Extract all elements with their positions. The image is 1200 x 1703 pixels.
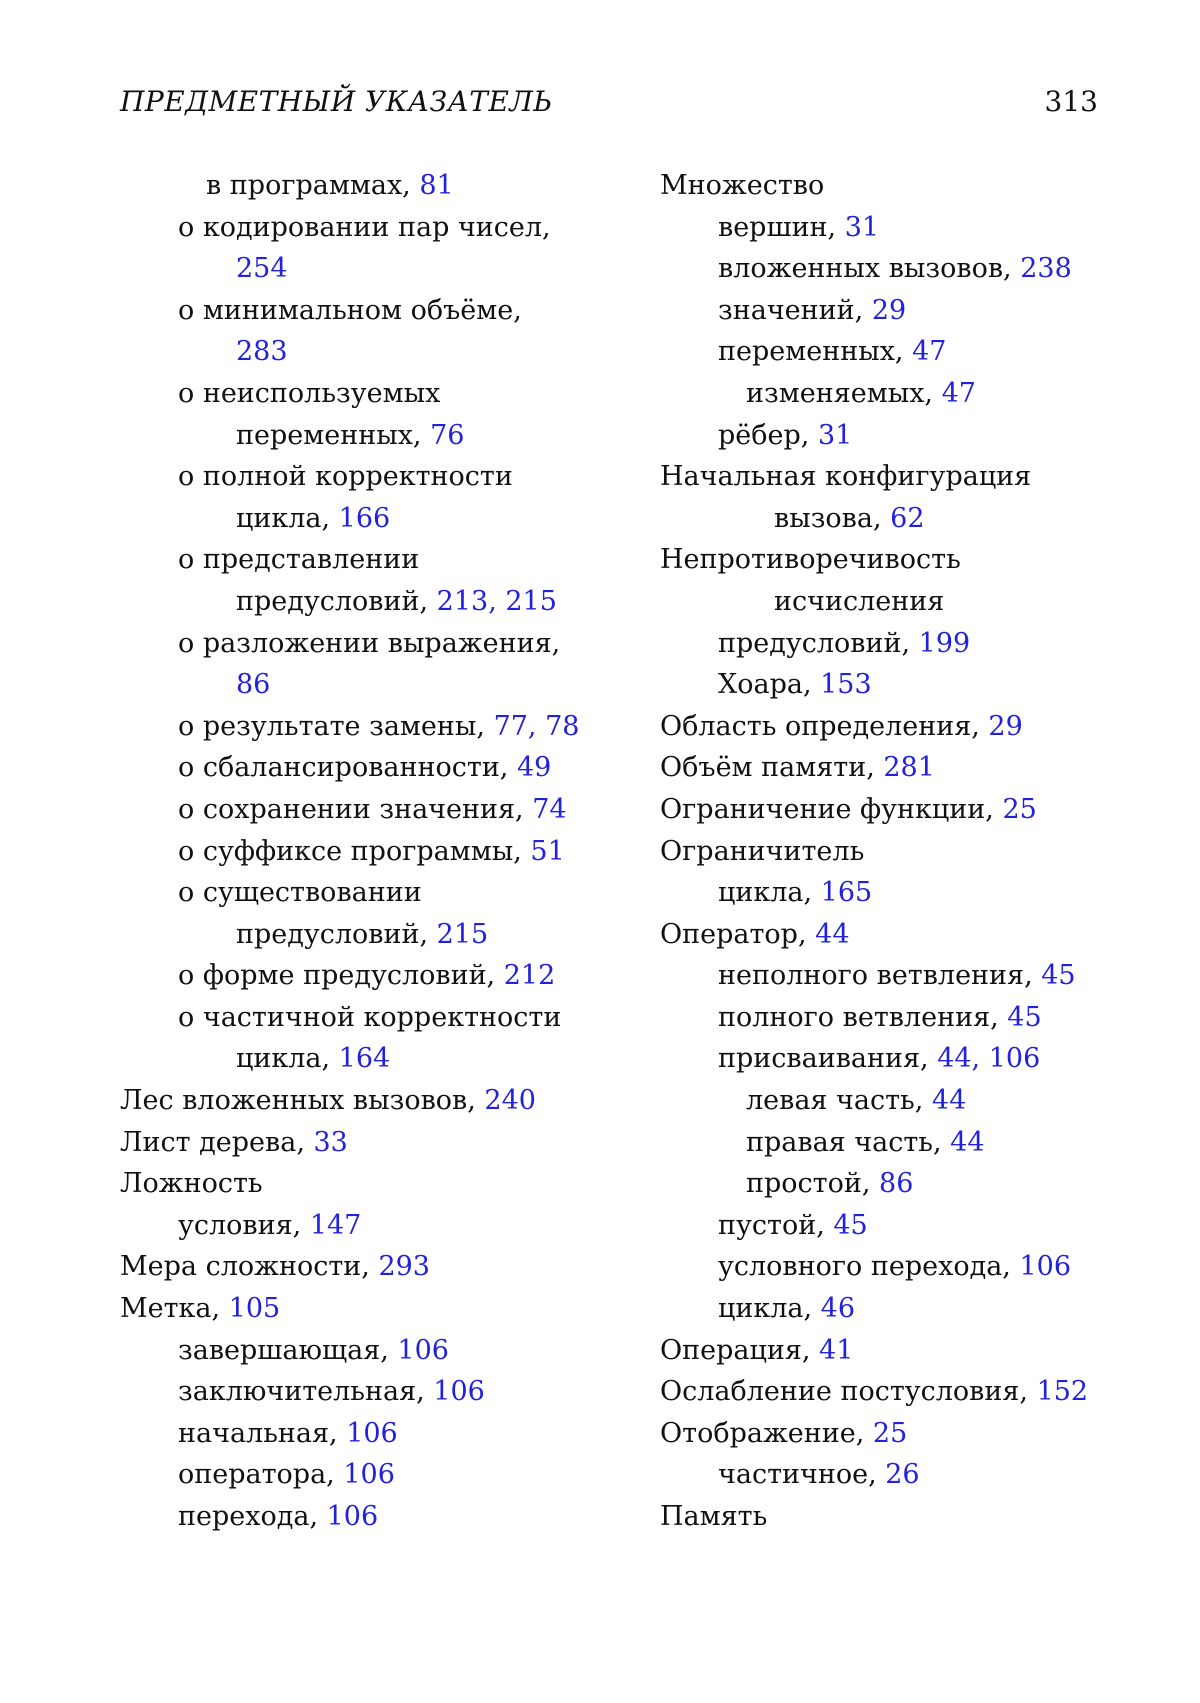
index-entry: [120, 706, 590, 748]
page-reference-link[interactable]: 215: [436, 918, 489, 950]
page-reference-link[interactable]: 86: [236, 669, 271, 701]
index-term: Метка,: [120, 1293, 229, 1325]
index-entry: [120, 581, 590, 623]
page-reference-link[interactable]: 31: [844, 211, 880, 243]
index-entry: [660, 456, 1120, 498]
page-reference-link[interactable]: 77, 78: [493, 710, 580, 742]
page-reference-link[interactable]: 76: [430, 419, 465, 451]
index-term: Операция,: [660, 1334, 820, 1366]
page-reference-link[interactable]: 45: [1007, 1001, 1042, 1033]
index-entry: [120, 207, 590, 249]
index-term: Множество: [660, 170, 825, 201]
index-entry: [660, 1038, 1120, 1080]
index-term: начальная,: [178, 1417, 347, 1449]
index-term: о результате замены,: [178, 710, 494, 742]
page-reference-link[interactable]: 238: [1020, 253, 1072, 285]
index-entry: [120, 747, 590, 789]
page-reference-link[interactable]: 213, 215: [436, 585, 557, 617]
page-reference-link[interactable]: 45: [833, 1209, 868, 1241]
index-term: левая часть,: [746, 1085, 932, 1117]
index-entry: [120, 539, 590, 581]
index-term: о суффиксе программы,: [178, 835, 531, 867]
index-entry: [660, 1496, 1120, 1538]
index-term: условного перехода,: [718, 1251, 1020, 1283]
index-entry: [660, 290, 1120, 332]
index-entry: [660, 248, 1120, 290]
page-reference-link[interactable]: 106: [346, 1417, 398, 1449]
page-reference-link[interactable]: 147: [309, 1209, 362, 1241]
index-entry: [120, 872, 590, 914]
index-entry: [120, 1122, 590, 1164]
index-term: условия,: [178, 1209, 310, 1241]
index-entry: [120, 165, 590, 207]
index-term: Хоара,: [718, 669, 821, 701]
index-entry: [660, 664, 1120, 706]
page-reference-link[interactable]: 86: [879, 1168, 914, 1200]
index-entry: [660, 1371, 1120, 1413]
index-term: вершин,: [718, 211, 845, 243]
page-reference-link[interactable]: 44, 106: [937, 1043, 1041, 1075]
index-term: цикла,: [718, 1293, 821, 1325]
index-entry: [660, 831, 1120, 873]
index-entry: [660, 872, 1120, 914]
page-number: 313: [1044, 85, 1098, 118]
index-entry: [120, 1371, 590, 1413]
running-header: [120, 80, 1098, 124]
index-entry: [660, 1122, 1120, 1164]
index-entry: [120, 1330, 590, 1372]
index-term: о представлении: [178, 544, 420, 576]
index-term: Объём памяти,: [660, 752, 884, 784]
page-reference-link[interactable]: 74: [532, 793, 567, 825]
index-term: присваивания,: [718, 1043, 938, 1075]
index-entry: [660, 165, 1120, 207]
index-entry: [120, 1163, 590, 1205]
page-reference-link[interactable]: 212: [503, 960, 556, 992]
page-reference-link[interactable]: 44: [931, 1085, 967, 1117]
index-term: исчисления: [774, 585, 945, 617]
index-term: неполного ветвления,: [718, 960, 1042, 992]
index-entry: [660, 1205, 1120, 1247]
page-reference-link[interactable]: 47: [941, 377, 976, 409]
index-term: Ограничение функции,: [660, 793, 1003, 825]
index-term: Область определения,: [660, 710, 989, 742]
index-term: рёбер,: [718, 419, 818, 451]
index-entry: [120, 290, 590, 332]
page-reference-link[interactable]: 62: [890, 502, 925, 534]
index-term: о кодировании пар чисел,: [178, 211, 551, 243]
page-reference-link[interactable]: 51: [530, 835, 565, 867]
index-entry: [120, 1413, 590, 1455]
index-entry: [660, 581, 1120, 623]
index-entry: [120, 1205, 590, 1247]
page-reference-link[interactable]: 106: [343, 1459, 395, 1491]
page-reference-link[interactable]: 153: [820, 669, 872, 701]
page-reference-link[interactable]: 293: [378, 1251, 430, 1283]
index-term: о разложении выражения,: [178, 627, 561, 659]
index-entry: [120, 1038, 590, 1080]
page-reference-link[interactable]: 254: [236, 253, 288, 285]
page-reference-link[interactable]: 81: [419, 170, 454, 201]
index-term: цикла,: [236, 1043, 339, 1075]
index-entry: [660, 1163, 1120, 1205]
index-entry: [120, 623, 590, 665]
index-entry: [120, 789, 590, 831]
index-entry: [120, 373, 590, 415]
page-reference-link[interactable]: 165: [820, 877, 873, 909]
index-entry: [120, 997, 590, 1039]
index-entry: [660, 1246, 1120, 1288]
index-entry: [660, 207, 1120, 249]
page-reference-link[interactable]: 29: [988, 710, 1023, 742]
page-reference-link[interactable]: 29: [871, 294, 907, 326]
index-term: предусловий,: [236, 585, 437, 617]
index-term: вложенных вызовов,: [718, 253, 1021, 285]
index-column-right: [660, 165, 1120, 1538]
index-entry: [120, 914, 590, 956]
page-reference-link[interactable]: 106: [433, 1376, 485, 1408]
page-reference-link[interactable]: 47: [912, 336, 947, 368]
page-reference-link[interactable]: 106: [326, 1501, 379, 1532]
index-term: Лес вложенных вызовов,: [120, 1085, 485, 1117]
index-term: переменных,: [718, 336, 913, 368]
index-term: в программах,: [206, 170, 420, 201]
index-entry: [660, 747, 1120, 789]
index-entry: [660, 539, 1120, 581]
index-entry: [660, 789, 1120, 831]
page-reference-link[interactable]: 41: [819, 1334, 854, 1366]
index-entry: [120, 248, 590, 290]
page-reference-link[interactable]: 164: [338, 1043, 391, 1075]
index-entry: [660, 331, 1120, 373]
index-term: Память: [660, 1501, 768, 1532]
index-term: заключительная,: [178, 1376, 434, 1408]
index-term: полного ветвления,: [718, 1001, 1008, 1033]
index-entry: [660, 914, 1120, 956]
page-reference-link[interactable]: 46: [820, 1293, 856, 1325]
index-entry: [660, 415, 1120, 457]
index-term: завершающая,: [178, 1334, 398, 1366]
index-term: Непротиворечивость: [660, 544, 961, 576]
index-term: цикла,: [236, 502, 339, 534]
page-reference-link[interactable]: 106: [397, 1334, 449, 1366]
index-entry: [660, 706, 1120, 748]
index-term: о сбалансированности,: [178, 752, 517, 784]
index-entry: [120, 331, 590, 373]
index-term: о сохранении значения,: [178, 793, 533, 825]
index-term: значений,: [718, 294, 872, 326]
index-term: о форме предусловий,: [178, 960, 504, 992]
index-term: оператора,: [178, 1459, 344, 1491]
page-reference-link[interactable]: 105: [228, 1293, 281, 1325]
page-reference-link[interactable]: 152: [1036, 1376, 1089, 1408]
page-reference-link[interactable]: 49: [516, 752, 552, 784]
page-reference-link[interactable]: 31: [817, 419, 853, 451]
running-title: ПРЕДМЕТНЫЙ УКАЗАТЕЛЬ: [120, 85, 553, 118]
index-term: частичное,: [718, 1459, 886, 1491]
index-term: предусловий,: [236, 918, 437, 950]
page-reference-link[interactable]: 44: [815, 918, 850, 950]
page-reference-link[interactable]: 25: [872, 1417, 908, 1449]
index-entry: [120, 1454, 590, 1496]
index-entry: [660, 498, 1120, 540]
index-entry: [660, 373, 1120, 415]
index-entry: [120, 415, 590, 457]
page-reference-link[interactable]: 166: [338, 502, 391, 534]
index-entry: [660, 623, 1120, 665]
index-term: правая часть,: [746, 1126, 951, 1158]
index-term: о частичной корректности: [178, 1001, 562, 1033]
index-term: пустой,: [718, 1209, 834, 1241]
index-term: Ослабление постусловия,: [660, 1376, 1037, 1408]
page-reference-link[interactable]: 199: [918, 627, 971, 659]
page-reference-link[interactable]: 106: [1019, 1251, 1072, 1283]
index-term: о существовании: [178, 877, 422, 909]
index-entry: [120, 1496, 590, 1538]
index-column-left: [120, 165, 590, 1538]
page-reference-link[interactable]: 240: [484, 1085, 536, 1117]
index-term: простой,: [746, 1168, 880, 1200]
index-entry: [660, 955, 1120, 997]
page-reference-link[interactable]: 33: [313, 1126, 348, 1158]
index-entry: [660, 1288, 1120, 1330]
index-term: о полной корректности: [178, 461, 513, 493]
index-entry: [120, 831, 590, 873]
index-entry: [660, 1330, 1120, 1372]
index-term: Ограничитель: [660, 835, 865, 867]
page-reference-link[interactable]: 281: [883, 752, 935, 784]
index-entry: [120, 1080, 590, 1122]
index-term: вызова,: [774, 502, 891, 534]
index-entry: [660, 1454, 1120, 1496]
index-term: переменных,: [236, 419, 431, 451]
index-entry: [660, 997, 1120, 1039]
index-term: Мера сложности,: [120, 1251, 379, 1283]
page-reference-link[interactable]: 44: [950, 1126, 985, 1158]
index-entry: [120, 1246, 590, 1288]
index-term: цикла,: [718, 877, 821, 909]
index-term: Начальная конфигурация: [660, 461, 1032, 493]
page-reference-link[interactable]: 45: [1041, 960, 1076, 992]
index-entry: [120, 955, 590, 997]
page-reference-link[interactable]: 25: [1002, 793, 1037, 825]
index-entry: [120, 498, 590, 540]
page-reference-link[interactable]: 283: [236, 336, 288, 368]
index-term: изменяемых,: [746, 377, 942, 409]
index-term: о минимальном объёме,: [178, 294, 522, 326]
index-entry: [120, 456, 590, 498]
index-entry: [120, 664, 590, 706]
index-term: о неиспользуемых: [178, 377, 441, 409]
page-reference-link[interactable]: 26: [885, 1459, 920, 1491]
index-term: предусловий,: [718, 627, 919, 659]
index-term: Ложность: [120, 1168, 263, 1200]
index-term: Отображение,: [660, 1417, 873, 1449]
index-term: Оператор,: [660, 918, 816, 950]
index-entry: [660, 1080, 1120, 1122]
index-entry: [660, 1413, 1120, 1455]
index-term: перехода,: [178, 1501, 327, 1532]
index-term: Лист дерева,: [120, 1126, 314, 1158]
index-entry: [120, 1288, 590, 1330]
